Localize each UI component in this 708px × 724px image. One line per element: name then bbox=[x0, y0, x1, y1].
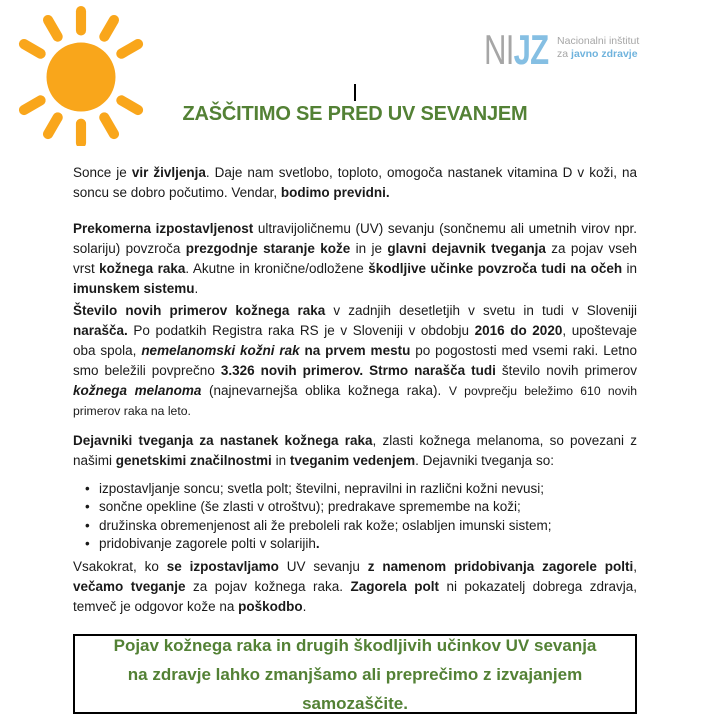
logo-line1: Nacionalni inštitut bbox=[557, 35, 640, 47]
bullet-icon: • bbox=[85, 499, 90, 515]
logo-letters-blue: JZ bbox=[513, 26, 549, 73]
list-item-text: izpostavljanje soncu; svetla polt; številni, nepravilni in različni kožni nevusi; bbox=[99, 481, 544, 496]
paragraph-tanning-warning: Vsakokrat, ko se izpostavljamo UV sevanju z namenom pridobivanja zagorele polti, večamo tveganje za pojav kožnega raka. Zagorela polt ni pokazatelj dobrega zdravja, temveč je odgovor kože na poškodbo. bbox=[73, 559, 637, 614]
logo-line2-prefix: za bbox=[557, 48, 572, 60]
logo-line2 bbox=[557, 48, 639, 61]
list-item-text: pridobivanje zagorele polti v solarijih. bbox=[99, 536, 320, 552]
paragraph-exposure: Prekomerna izpostavljenost ultravijoličnemu (UV) sevanju (sončnemu ali umetnih virov npr. solariju) povzroča prezgodnje staranje kože in je glavni dejavnik tveganja za pojav vseh vrst kožnega raka. Akutne in kronične/odložene škodljive učinke povzroča tudi na očeh in imunskem sistemu. bbox=[73, 221, 638, 296]
logo-line2-main: javno zdravje bbox=[571, 48, 638, 60]
bullet-icon: • bbox=[85, 481, 90, 496]
list-item bbox=[85, 480, 637, 498]
callout-text: Pojav kožnega raka in drugih škodljivih učinkov UV sevanja na zdravje lahko zmanjšamo ali preprečimo z izvajanjem samozaščite. bbox=[113, 635, 597, 713]
nijz-logo bbox=[484, 26, 640, 73]
paragraph-risk-factors: Dejavniki tveganja za nastanek kožnega raka, zlasti kožnega melanoma, so povezani z našimi genetskimi značilnostmi in tveganim vedenjem. Dejavniki tveganja so: bbox=[73, 433, 637, 468]
callout-box bbox=[73, 634, 637, 714]
bullet-icon: • bbox=[85, 517, 90, 533]
text-cursor bbox=[354, 84, 356, 101]
risk-factor-list bbox=[85, 480, 637, 554]
nijz-logo-text bbox=[557, 30, 639, 61]
nijz-logo-letters bbox=[484, 26, 549, 73]
list-item bbox=[85, 535, 637, 553]
paragraph-intro: Sonce je vir življenja. Daje nam svetlobo, toploto, omogoča nastanek vitamina D v koži, na soncu se dobro počutimo. Vendar, bodimo previdni. bbox=[73, 165, 637, 200]
logo-letters-gray: NI bbox=[484, 26, 514, 73]
bullet-icon: • bbox=[85, 536, 90, 552]
paragraph-statistics: Število novih primerov kožnega raka v zadnjih desetletjih v svetu in tudi v Sloveniji narašča. Po podatkih Registra raka RS je v Sloveniji v obdobju 2016 do 2020, upoštevaje oba spola, nemelanomski kožni rak na prvem mestu po pogostosti med vsemi raki. Letno smo beležili povprečno 3.326 novih primerov. Strmo narašča tudi število novih primerov kožnega melanoma (najnevarnejša oblika kožnega raka). V povprečju beležimo 610 novih primerov raka na leto. bbox=[73, 303, 637, 418]
page-title: ZAŠČITIMO SE PRED UV SEVANJEM bbox=[182, 103, 528, 125]
list-item-text: sončne opekline (še zlasti v otroštvu); predrakave spremembe na koži; bbox=[99, 499, 521, 515]
list-item-text: družinska obremenjenost ali že preboleli rak kože; oslabljen imunski sistem; bbox=[99, 517, 552, 533]
list-item bbox=[85, 498, 637, 516]
list-item bbox=[85, 517, 637, 535]
